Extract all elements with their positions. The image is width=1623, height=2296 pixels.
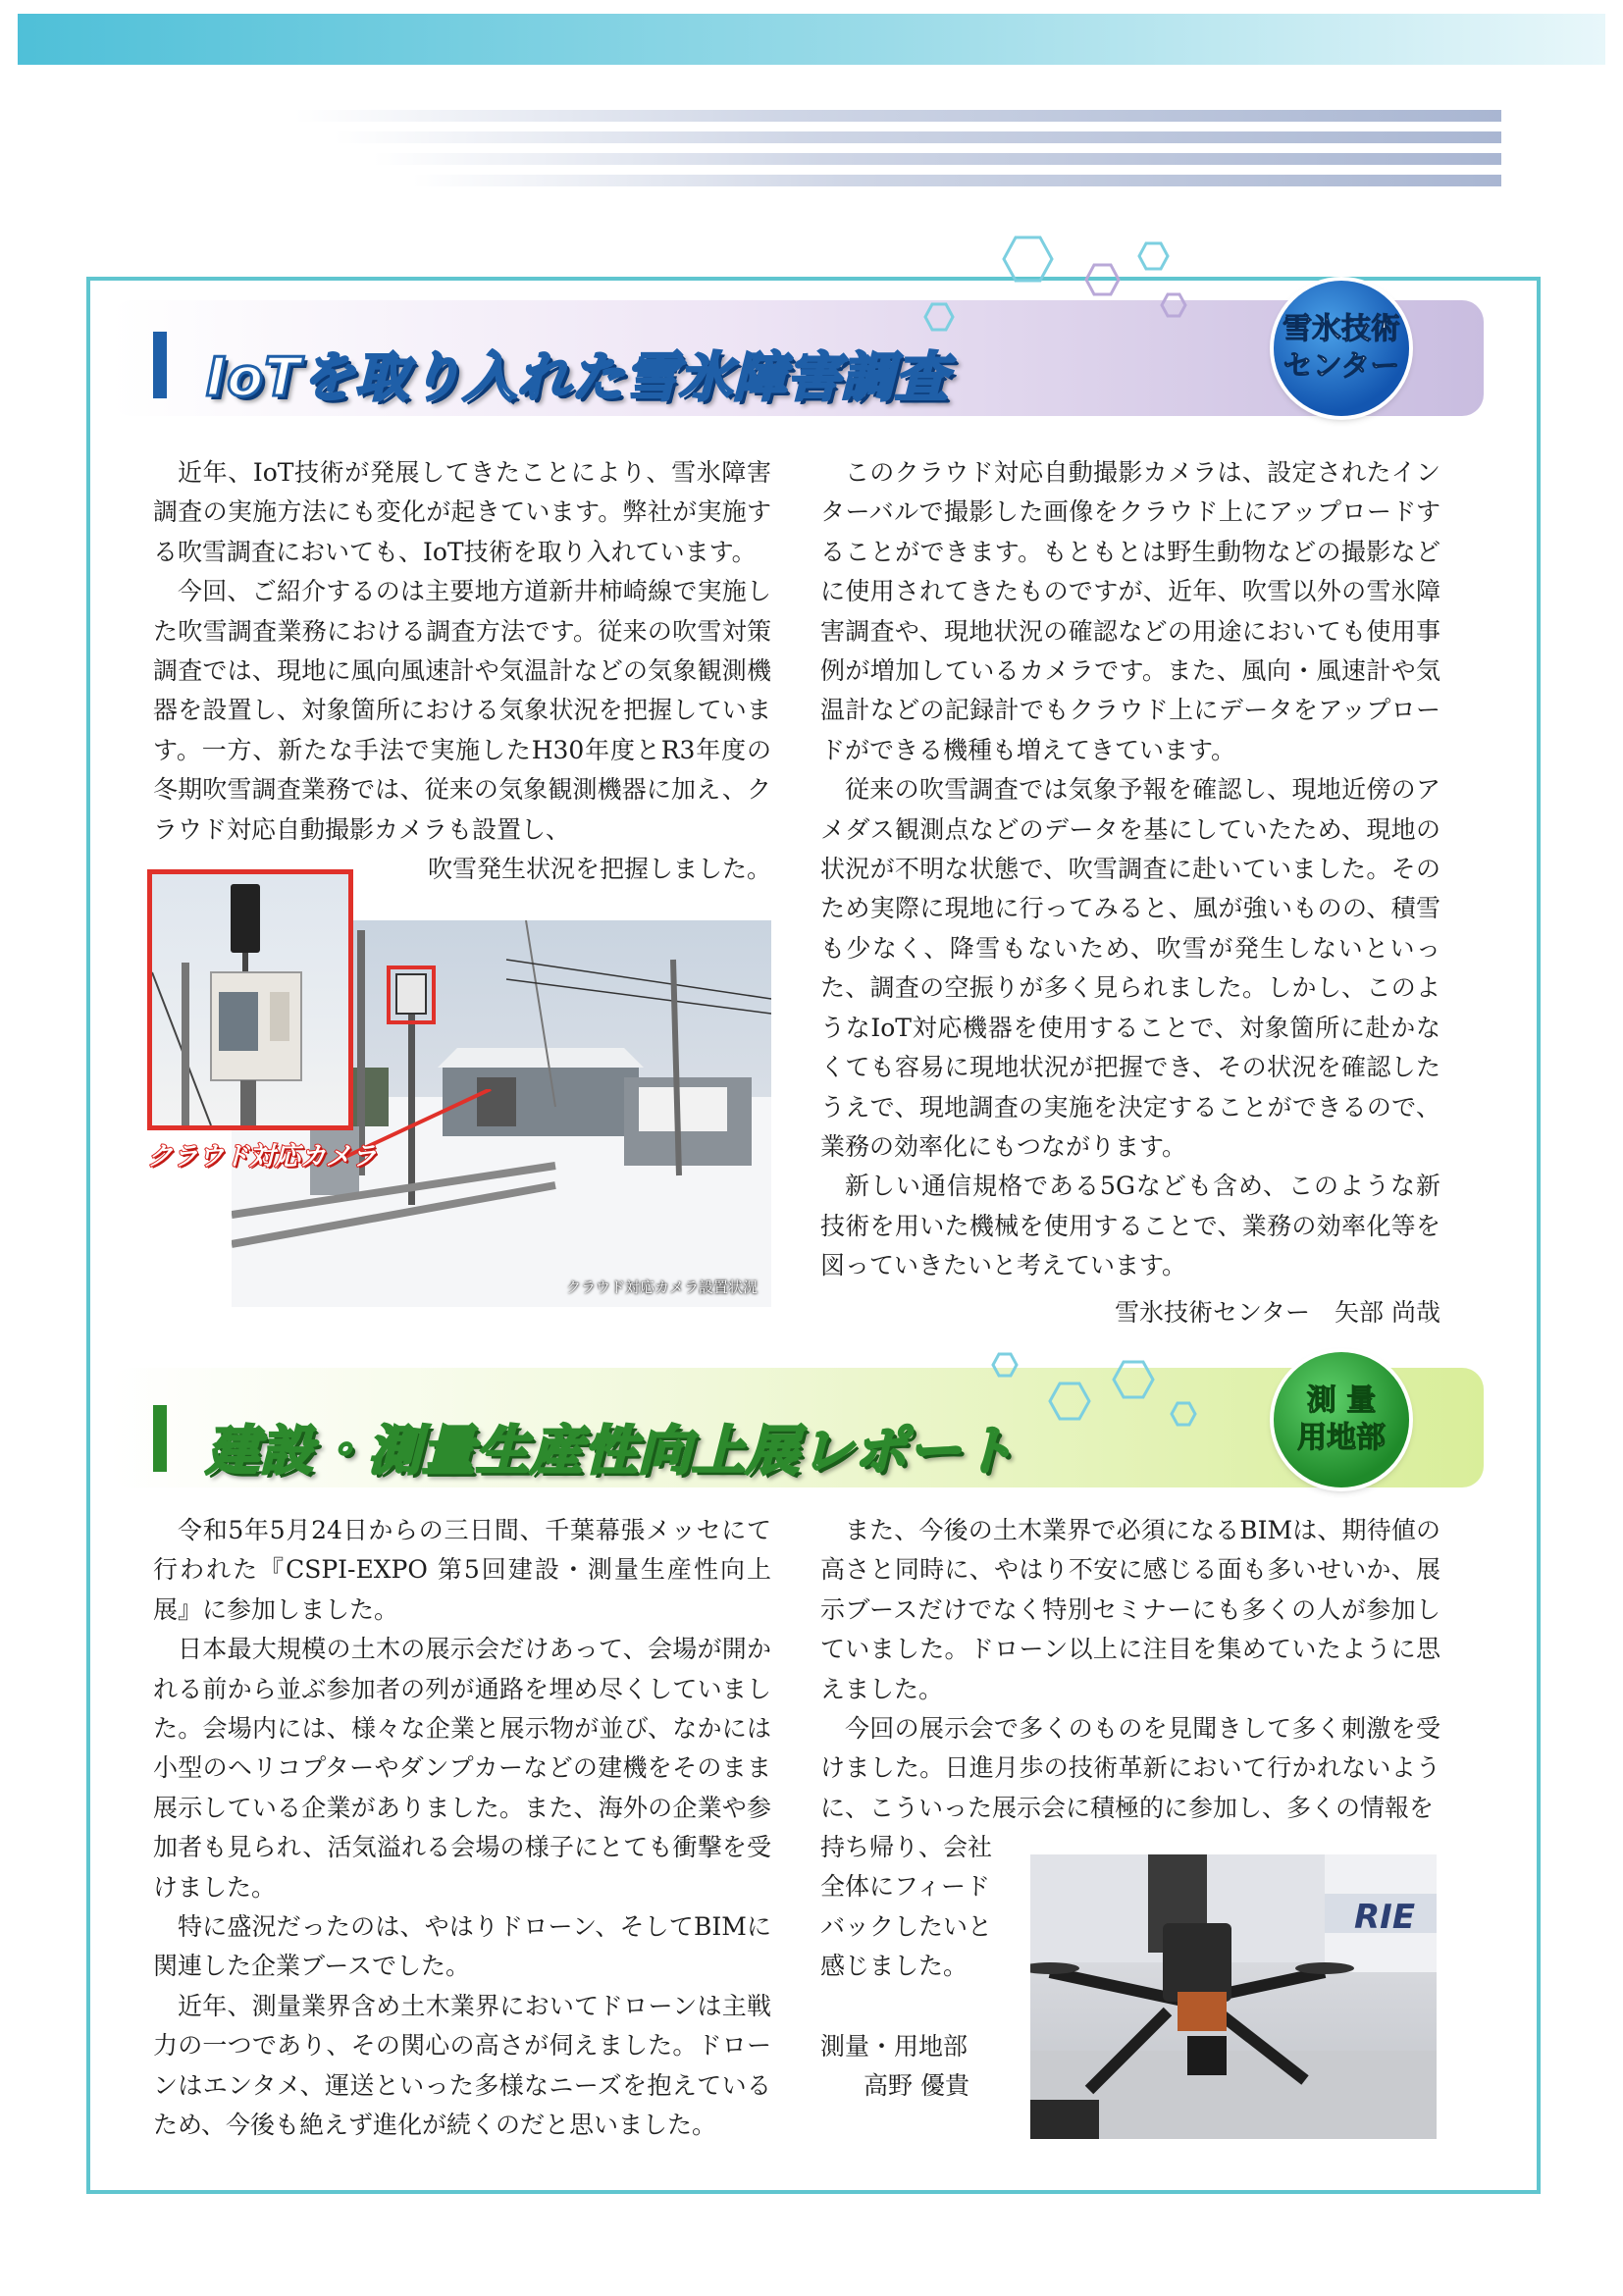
section2-author-dept: 測量・用地部 [820,2032,969,2061]
badge-line: 用地部 [1297,1421,1386,1455]
paragraph: 近年、IoT技術が発展してきたことにより、雪氷障害調査の実施方法にも変化が起きています。弊社が実施する吹雪調査においても、IoT技術を取り入れています。 [153,458,771,566]
section1-column-left [153,453,771,889]
header-stripe [412,175,1501,186]
section1-author: 雪氷技術センター 矢部 尚哉 [1115,1298,1440,1327]
paragraph: 今回の展示会で多くのものを見聞きして多く刺激を受けました。日進月歩の技術革新において行かれないように、こういった展示会に積極的に参加し、多くの情報を [820,1714,1440,1822]
paragraph: 従来の吹雪調査では気象予報を確認し、現地近傍のアメダス観測点などのデータを基にしていたため、現地の状況が不明な状態で、吹雪調査に赴いていました。そのため実際に現地に行ってみると、風が強いものの、積雪も少なく、降雪もないため、吹雪が発生しないといった、調査の空振りが多く見られました。しかし、このようなIoT対応機器を使用することで、対象箇所に赴かなくても容易に現地状況が把握でき、その状況を確認したうえで、現地調査の実施を決定することができるので、業務の効率化にもつながります。 [820,775,1440,1161]
drone-exhibition-photo [1030,1854,1437,2139]
text-line: 持ち帰り、会社 [820,1833,993,1861]
text-line: 感じました。 [820,1952,969,1981]
section1-column-right [820,453,1440,1286]
header-band [18,14,1605,65]
paragraph: このクラウド対応自動撮影カメラは、設定されたインターバルで撮影した画像をクラウド上にアップロードすることができます。もともとは野生動物などの撮影などに使用されてきたものですが、近年、吹雪以外の雪氷障害調査や、現地状況の確認などの用途においても使用事例が増加しているカメラです。また、風向・風速計や気温計などの記録計でもクラウド上にデータをアップロードができる機種も増えてきています。 [820,458,1440,764]
section2-column-right [820,1511,1440,1828]
title-accent-bar [153,1405,167,1472]
section2-author-name: 高野 優貴 [864,2071,969,2100]
paragraph: 特に盛況だったのは、やはりドローン、そしてBIMに関連した企業ブースでした。 [153,1912,771,1981]
badge-line: 測 量 [1306,1383,1377,1418]
booth-sign: RIE [1354,1898,1416,1937]
hexagon-decoration [981,1344,1227,1452]
camera-label: クラウド対応カメラ [147,1142,378,1172]
paragraph: 今回、ご紹介するのは主要地方道新井柿崎線で実施した吹雪調査業務における調査方法です。従来の吹雪対策調査では、現地に風向風速計や気温計などの気象観測機器を設置し、対象箇所における気象状況を把握しています。一方、新たな手法で実施したH30年度とR3年度の冬期吹雪調査業務では、従来の気象観測機器に加え、クラウド対応自動撮影カメラも設置し、 [153,577,771,844]
header-stripe [294,110,1501,122]
title-accent-bar [153,332,167,398]
header-stripe [334,131,1501,143]
paragraph: 日本最大規模の土木の展示会だけあって、会場が開かれる前から並ぶ参加者の列が通路を埋め尽くしていました。会場内には、様々な企業と展示物が並び、なかには小型のヘリコプターやダンプカーなどの建機をそのまま展示している企業がありました。また、海外の企業や参加者も見られ、活気溢れる会場の様子にとても衝撃を受けました。 [153,1635,771,1902]
section2-column-left [153,1511,771,2146]
paragraph: 新しい通信規格である5Gなども含め、このような新技術を用いた機械を使用することで、業務の効率化等を図っていきたいと考えています。 [820,1172,1440,1280]
paragraph: 近年、測量業界含め土木業界においてドローンは主戦力の一つであり、その関心の高さが伺えました。ドローンはエンタメ、運送といった多様なニーズを抱えているため、今後も絶えず進化が続くのだと思いました。 [153,1991,771,2140]
camera-closeup-inset [147,869,353,1130]
paragraph: 吹雪発生状況を把握しました。 [427,855,771,884]
department-badge-snow [1274,281,1409,416]
text-line: 全体にフィード [820,1872,991,1902]
hexagon-decoration [922,226,1217,343]
section2-column-right-tail [820,1828,1017,1987]
photo-caption: クラウド対応カメラ設置状況 [565,1278,758,1296]
camera-icon [152,874,348,1125]
badge-line: センター [1283,349,1400,384]
header-stripe [373,153,1501,165]
department-badge-survey [1274,1352,1409,1487]
section1-title: IoTを取り入れた雪氷障害調査 [206,346,950,408]
section2-title: 建設・測量生産性向上展レポート [206,1420,1016,1482]
text-line: バックしたいと [820,1911,993,1941]
paragraph: 令和5年5月24日からの三日間、千葉幕張メッセにて行われた『CSPI-EXPO 第5回建設・測量生産性向上展』に参加しました。 [153,1516,771,1624]
badge-line: 雪氷技術 [1283,312,1400,346]
paragraph: また、今後の土木業界で必須になるBIMは、期待値の高さと同時に、やはり不安に感じる面も多いせいか、展示ブースだけでなく特別セミナーにも多くの人が参加していました。ドローン以上に注目を集めていたように思えました。 [820,1516,1440,1703]
